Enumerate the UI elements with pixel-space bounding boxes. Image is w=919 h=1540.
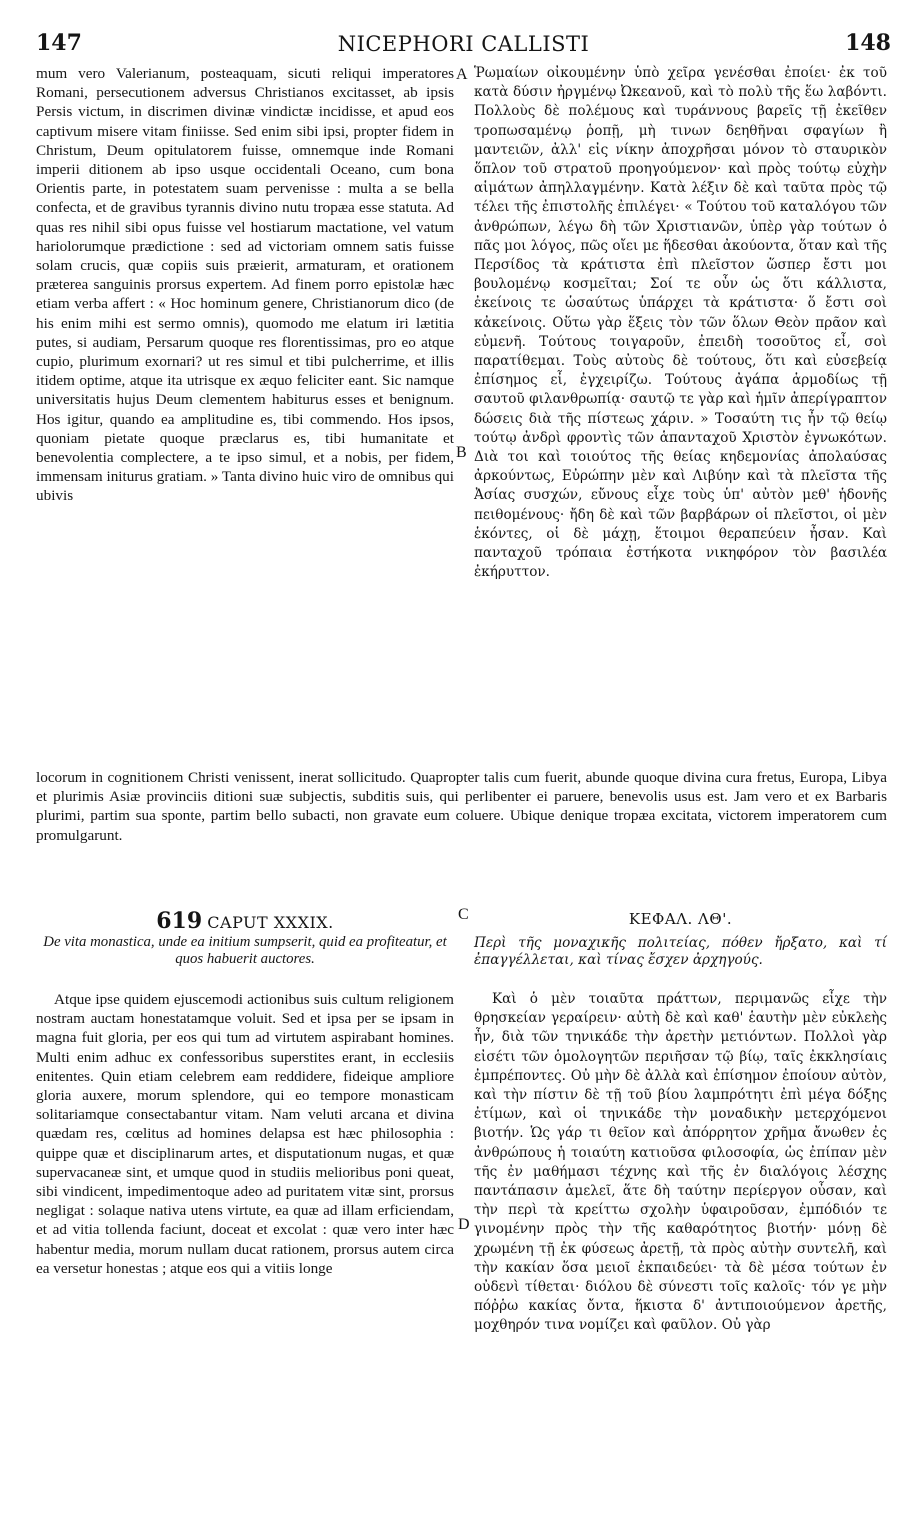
greek-chapter-summary: Περὶ τῆς μοναχικῆς πολιτείας, πόθεν ἤρξατο, καὶ τί ἐπαγγέλλεται, καὶ τίνας ἔσχεν ἀρχηγούς. <box>474 935 887 968</box>
greek-column-bottom: Καὶ ὁ μὲν τοιαῦτα πράττων, περιμανῶς εἶχε τὴν θρησκείαν γεραίρειν· αὐτὴ δὲ καὶ καθ' ἑαυτὴν μὲν εὐκλεὴς ἦν, διὰ τῶν τηνικάδε τὴν ἀρετὴν μετιόντων. Πολλοὶ γὰρ εἰσέτι τῶν ὁμολογητῶν περιῆσαν τῷ βίῳ, ταῖς ἐκκλησίαις ἐμπρέποντες. Οὐ μὴν δὲ ἀλλὰ καὶ ἐπίσημον ἐποίουν αὐτὸν, καὶ τὴν πίστιν δὲ τῇ τοῦ βίου λαμπρότητι ἐπὶ μέγα δόξης ἐτίμων, καὶ οἱ τηνικάδε τὴν μοναδικὴν μετερχόμενοι βιοτήν. Ὡς γάρ τι θεῖον καὶ ἀπόρρητον χρῆμα ἄνωθεν ἐς ἀνθρώπους ἡ τοιαύτη κατιοῦσα φιλοσοφία, ὡς ἐπίπαν μὲν τῆς ἐν μαθήμασι τέχνης καὶ τῆς ἐν διαλόγοις λέσχης παντάπασιν ἀμελεῖ, ἅτε δὴ ταύτην περίεργον οὖσαν, καὶ τὴν περὶ τὰ κρείττω σχολὴν ὑφαιροῦσαν, ἐμπόδιόν τε γινομένην πρὸς τὴν τῆς καθαρότητος βιοτήν· μόνῃ δὲ χρωμένη τῇ ἐκ φύσεως ἀρετῇ, τὰ πρὸς αὐτὴν συντελῆ, καὶ τὴν κακίαν ὅσα μειοῖ ἐκπαιδεύει· τὰ δὲ μέσα τούτων ἐν οὐδενὶ τίθεται· διόλου δὲ σύνεστι τοῖς καλοῖς· τόν γε μὴν πόῤῥω κακίας ὄντα, ἥκιστα δ' ἀντιποιούμενον ἀρετῆς, μοχθηρόν τινα νομίζει καὶ φαῦλον. Οὐ γὰρ <box>474 991 887 1334</box>
greek-chapter-heading: ΚΕΦΑΛ. ΛΘ'. <box>628 910 733 928</box>
margin-letter-d: D <box>458 1216 470 1233</box>
latin-full-width-passage: locorum in cognitionem Christi venissent, inerat sollicitudo. Quapropter talis cum fuerit, abunde quoque divina cura fretus, Europa, Libya et plurimis Asiæ provinciis ditioni suæ subjectis, subditis suis, qui perlibenter ei paruere, benevolis usus est. Jam vero et ex Barbaris plurimi, partim sua sponte, partim bello subacti, non gravate eum coluere. Ubique denique tropæa excitata, victorem imperatorem cum promulgarunt. <box>36 769 887 844</box>
latin-chapter-title: CAPUT XXXIX. <box>207 913 334 932</box>
margin-letter-a: A <box>456 66 468 83</box>
margin-letter-b: B <box>456 444 467 461</box>
column-number: 619 <box>156 908 203 934</box>
running-title: NICEPHORI CALLISTI <box>337 32 590 56</box>
page-number-left: 147 <box>36 30 82 56</box>
greek-column-top: Ῥωμαίων οἰκουμένην ὑπὸ χεῖρα γενέσθαι ἐποίει· ἐκ τοῦ κατὰ δύσιν ἠργμένῳ Ὠκεανοῦ, καὶ τὸ πολὺ τῆς ἕω λαβόντι. Πολλοὺς δὲ πολέμους καὶ τυράννους βαρεῖς τῇ ἐκεῖθεν τροπωσαμένῳ ῥοπῇ, μὴ τινων δεηθῆναι σφαγίων ἢ μαντειῶν, ἀλλ' εἰς νίκην ἀποχρῆσαι μόνον τὸ σταυρικὸν ὅπλον τοῦ στρατοῦ προηγούμενον· καὶ πρὸς τούτῳ εὐχὴν αἱμάτων ἀπηλλαγμένην. Κατὰ λέξιν δὲ καὶ ταῦτα πρὸς τῷ τέλει τῆς ἐπιστολῆς ἐπιλέγει· « Τούτου τοῦ καταλόγου τῶν ἀνθρώπων, λέγω δὴ τῶν Χριστιανῶν, ὑπὲρ γὰρ τούτων ὁ πᾶς μοι λόγος, πῶς οἴει με ἥδεσθαι ἀκούοντα, ὅταν καὶ τῆς Περσίδος τὰ κράτιστα ἐπὶ πλεῖστον ὥσπερ ἔστι μοι βουλομένῳ κοσμεῖται; Σοί τε οὖν ὡς ὅτι κάλλιστα, ἐκείνοις τε ὡσαύτως ὑπάρχει τὰ κράτιστα· ὅ ἔστι σοὶ κἀκείνοις. Οὕτω γὰρ ἕξεις τὸν τῶν ὅλων Θεὸν πρᾶον καὶ εὐμενῆ. Τούτους τοιγαροῦν, ἐπειδὴ τοσοῦτος εἶ, σοὶ παρατίθεμαι. Τοὺς αὐτοὺς δὲ τούτους, ὅτι καὶ εὐσεβείᾳ ἐπίσημος εἶ, ἐγχειρίζω. Τούτους ἀγάπα ἁρμοδίως τῇ σαυτοῦ φιλανθρωπίᾳ· σαυτῷ τε γὰρ καὶ ἡμῖν ἀπερίγραπτον δώσεις διὰ τῆς πίστεως χάριν. » Τοσαύτη τις ἦν τῷ θείῳ τούτῳ ἀνδρὶ φροντὶς τῶν ἁπανταχοῦ Χριστὸν ἐγνωκότων. Διὰ τοι καὶ τοιούτος τῆς θείας κηδεμονίας ἀπολαύσας ἀρκούντως, Εὐρώπην μὲν καὶ Λιβύην καὶ τὰ πλεῖστα τῆς Ἀσίας συσχών, εὔνους εἶχε τοὺς ὑπ' αὐτὸν μεθ' ἡδονῆς πειθομένους· ἤδη δὲ καὶ τῶν βαρβάρων οἱ πλεῖστοι, οἱ μὲν ἑκόντες, οἱ δὲ μάχῃ, ἕτοιμοι θεραπεύειν ἦσαν. Καὶ πανταχοῦ τρόπαια ἐστήκοτα νικηφόρον τὸν βασιλέα ἐκήρυττον. <box>474 65 887 581</box>
page-header <box>36 30 891 60</box>
margin-letter-c: C <box>458 906 469 923</box>
page-number-right: 148 <box>845 30 891 56</box>
latin-column-bottom: Atque ipse quidem ejuscemodi actionibus suis cultum religionem nostram auctam honestatamque voluit. Sed et ipsa per se ipsam in magna fuit gloria, per eos qui tum ad virtutem aspirabant homines. Multi enim adhuc ex confessoribus superstites erant, in ecclesiis enitentes. Quin etiam celebrem eam reddidere, fideique ampliore gloria auxere, morum splendore, qui eo tempore monasticam solitariamque consectabantur vitam. Nam veluti arcana et divina quædam res, cœlitus ad homines delapsa est hæc philosophia : quippe quæ et disciplinarum artes, et disputationum nugas, et quæ supervacaneæ sint, et umque quod in studiis melioribus poni queat, sibi vindicent, impedimentoque adeo ad puritatem vitæ sint, prorsus negligat : solaque nativa utens virtute, ea quæ ad illam erficiendam, et ad vitia tollenda faciunt, doceat et excolat : quæ vero inter hæc habentur media, morum nullam ducat rationem, prorsus autem circa ea versetur honestas ; atque eos qui a vitiis longe <box>36 991 454 1277</box>
latin-chapter-summary: De vita monastica, unde ea initium sumpserit, quid ea profiteatur, et quos habuerit auctores. <box>43 934 447 967</box>
latin-column-top: mum vero Valerianum, posteaquam, sicuti reliqui imperatores Romani, persecutionem adversus Christianos excitasset, ab ipsis Persis victum, in discrimen divinæ vindictæ incidisse, et apud eos captivum misere vitam finiisse. Sed enim sibi ipsi, propter fidem in Christum, Deum opitulatorem fuisse, omnemque inde Romani imperii ditionem ab ipso usque occidentali Oceano, cum bona Orientis parte, in potestatem suam pervenisse : multa a se bella confecta, et de gravibus tyrannis divino nutu tropæa esse statuta. Ad quas res nihil sibi opus fuisse vel hostiarum mactatione, vel vatum hariolorumque prædictione : sed ad victoriam omnem satis fuisse solam crucis, quæ copiis suis præierit, armaturam, et orationem præterea sanguinis prorsus expertem. Ad finem porro epistolæ hæc etiam verba affert : « Hoc hominum genere, Christianorum dico (de his enim mihi est sermo omnis), quomodo me elatum iri lætitia putes, si audiam, Persarum quoque res florentissimas, pro eo atque cupio, plurimum exornari? ut res simul et tibi pulcherrime, et illis itidem optime, atque ita utrisque ex æquo feliciter eant. Sic namque universitatis hujus Deum clementem habiturus esses et benignum. Hos igitur, quando ea amplitudine es, tibi commendo. Hos ipsos, quoniam pietate quoque præclarus es, tibi humanitate et benevolentia complectere, a te ipso simul, et a nobis, per fidem, immensam initurus gratiam. » Tanta divino huic viro de omnibus qui ubivis <box>36 65 454 505</box>
latin-chapter-heading <box>36 908 454 934</box>
